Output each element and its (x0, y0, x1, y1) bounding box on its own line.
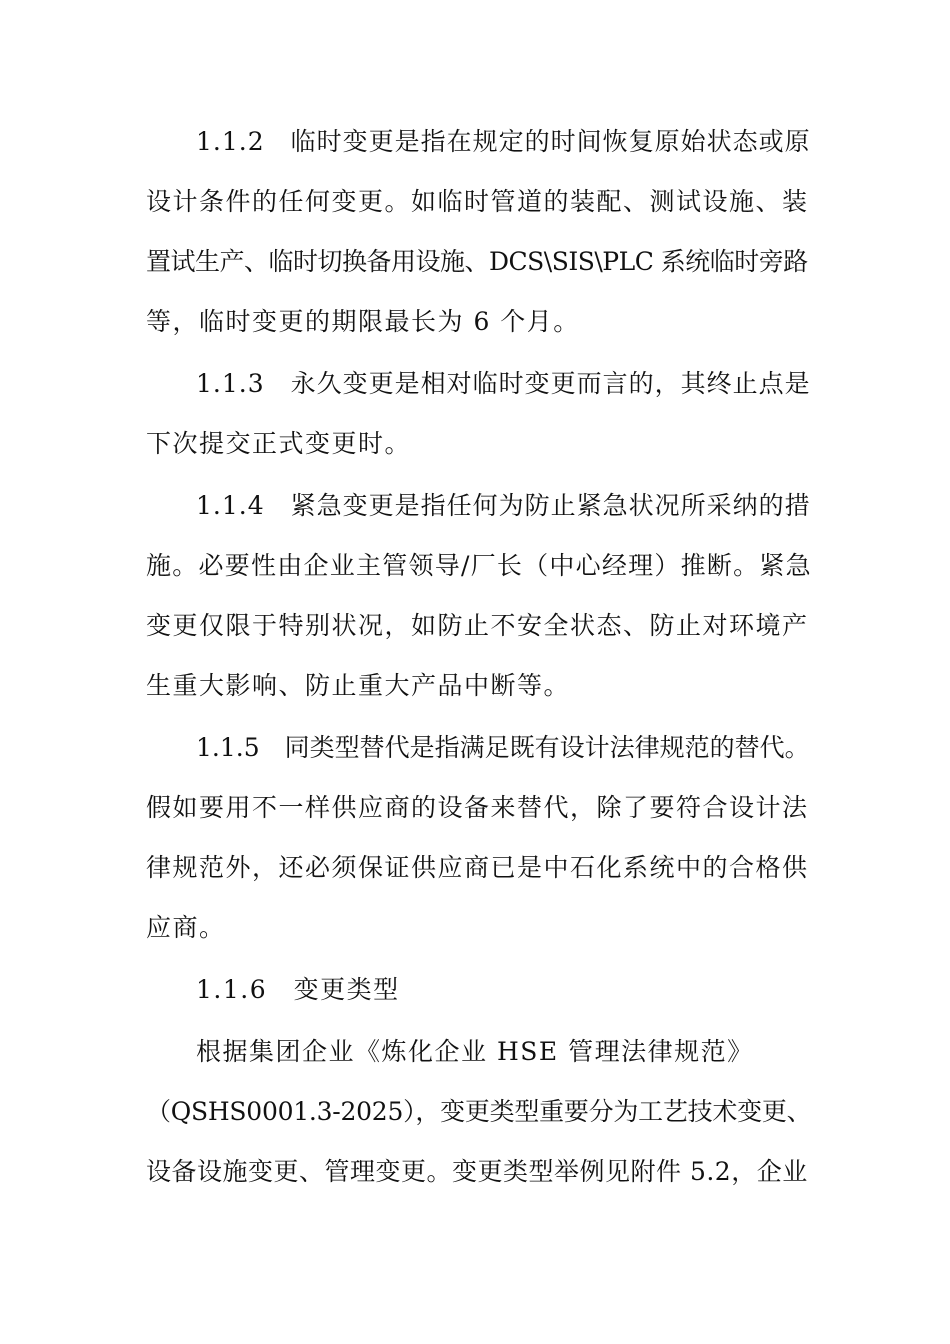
section-1-1-2-line-2: 设计条件的任何变更。如临时管道的装配、测试设施、装 (146, 187, 809, 216)
section-1-1-4-line-1: 1.1.4 紧急变更是指任何为防止紧急状况所采纳的措 (196, 491, 811, 520)
section-1-1-4-line-4: 生重大影响、防止重大产品中断等。 (146, 671, 571, 700)
section-1-1-3-line-2: 下次提交正式变更时。 (146, 429, 412, 458)
section-1-1-6-heading: 1.1.6 变更类型 (196, 975, 400, 1004)
section-1-1-5-line-2: 假如要用不一样供应商的设备来替代，除了要符合设计法 (146, 793, 809, 822)
section-1-1-2-line-1: 1.1.2 临时变更是指在规定的时间恢复原始状态或原 (196, 127, 811, 156)
section-1-1-3-line-1: 1.1.3 永久变更是相对临时变更而言的，其终止点是 (196, 369, 811, 398)
section-1-1-4-line-2: 施。必要性由企业主管领导/厂长（中心经理）推断。紧急 (146, 551, 812, 580)
section-1-1-5-line-4: 应商。 (146, 913, 226, 942)
paragraph-change-types-line-2: （QSHS0001.3-2025），变更类型重要分为工艺技术变更、 (146, 1097, 812, 1126)
section-1-1-2-line-4: 等，临时变更的期限最长为 6 个月。 (146, 307, 580, 336)
section-1-1-2-line-3: 置试生产、临时切换备用设施、DCS\SIS\PLC 系统临时旁路 (146, 247, 808, 276)
section-1-1-5-line-3: 律规范外，还必须保证供应商已是中石化系统中的合格供 (146, 853, 809, 882)
section-1-1-5-line-1: 1.1.5 同类型替代是指满足既有设计法律规范的替代。 (196, 733, 810, 762)
paragraph-change-types-line-3: 设备设施变更、管理变更。变更类型举例见附件 5.2，企业 (146, 1157, 808, 1186)
paragraph-change-types-line-1: 根据集团企业《炼化企业 HSE 管理法律规范》 (196, 1037, 754, 1066)
section-1-1-4-line-3: 变更仅限于特别状况，如防止不安全状态、防止对环境产 (146, 611, 809, 640)
